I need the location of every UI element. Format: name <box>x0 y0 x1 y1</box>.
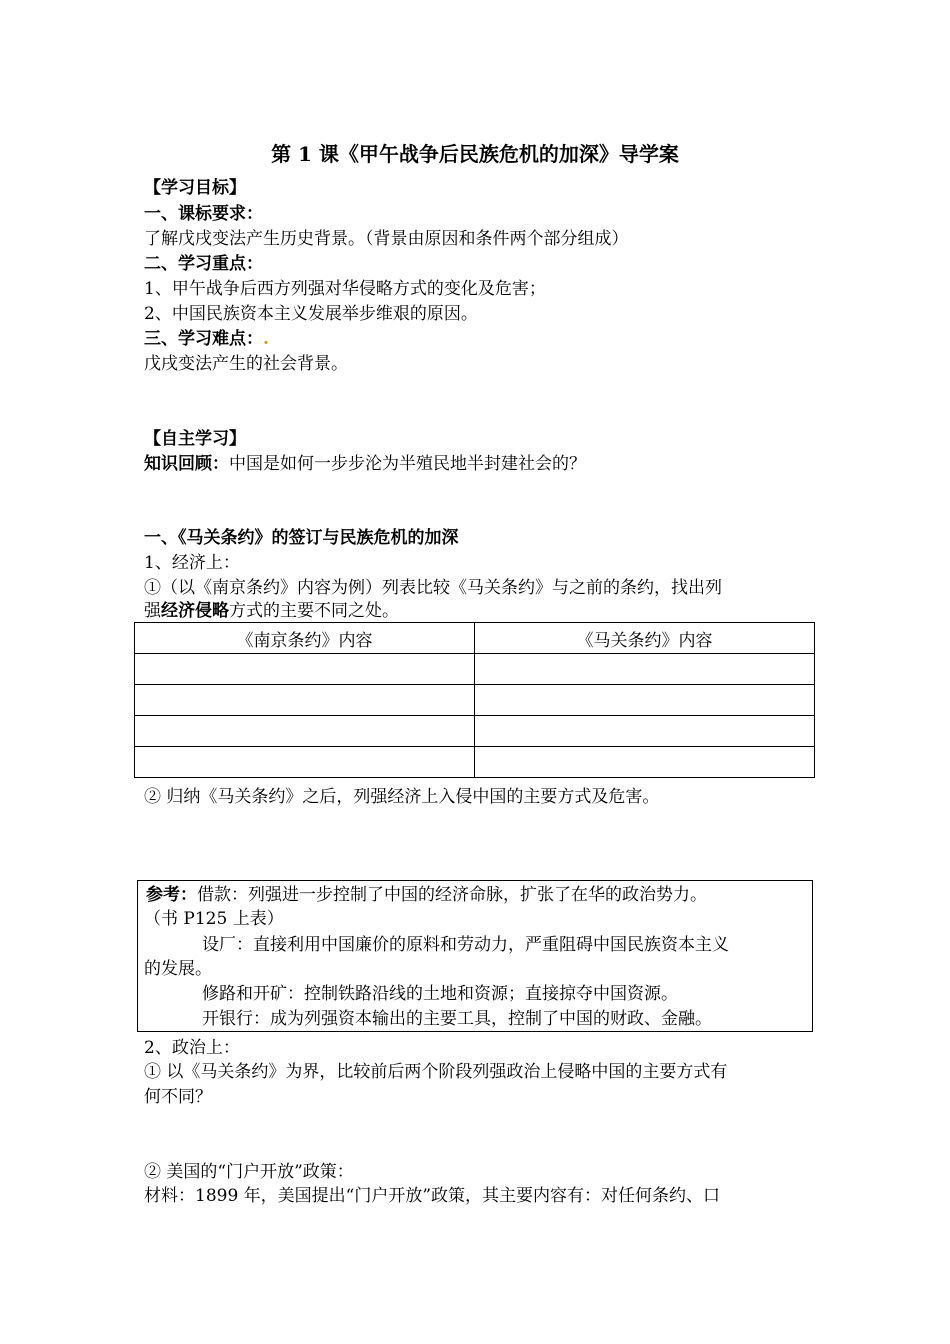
table-header-maguan: 《马关条约》内容 <box>475 623 815 654</box>
reference-loan: 借款：列强进一步控制了中国的经济命脉，扩张了在华的政治势力。 <box>197 885 707 905</box>
curriculum-requirement-heading: 一、课标要求： <box>144 204 263 224</box>
question-compare-pre: 强 <box>144 601 161 621</box>
table-row <box>135 747 815 778</box>
section-1-heading: 一、《马关条约》的签订与民族危机的加深 <box>144 528 459 548</box>
question-compare-line-1: ①（以《南京条约》内容为例）列表比较《马关条约》与之前的条约，找出列 <box>144 578 722 598</box>
question-compare-post: 方式的主要不同之处。 <box>229 601 399 621</box>
table-header-nanjing: 《南京条约》内容 <box>135 623 475 654</box>
table-cell[interactable] <box>135 685 475 716</box>
table-row <box>135 654 815 685</box>
difficulty-heading: 三、学习难点： <box>144 329 263 349</box>
reference-line-2: （书 P125 上表） <box>144 909 284 929</box>
table-row <box>135 685 815 716</box>
political-heading: 2、政治上： <box>144 1038 240 1058</box>
reference-label: 参考： <box>146 885 197 905</box>
key-point-1: 1、甲午战争后西方列强对华侵略方式的变化及危害； <box>144 279 546 299</box>
reference-line-6: 开银行：成为列强资本输出的主要工具，控制了中国的财政、金融。 <box>202 1009 712 1029</box>
question-compare-line-2 <box>144 599 399 623</box>
knowledge-review-label: 知识回顾： <box>144 454 229 474</box>
table-cell[interactable] <box>475 716 815 747</box>
question-summarize: ② 归纳《马关条约》之后，列强经济上入侵中国的主要方式及危害。 <box>144 787 660 807</box>
curriculum-requirement-text: 了解戊戌变法产生历史背景。（背景由原因和条件两个部分组成） <box>144 229 629 249</box>
key-point-2: 2、中国民族资本主义发展举步维艰的原因。 <box>144 304 478 324</box>
open-door-heading: ② 美国的“门户开放”政策： <box>144 1162 354 1182</box>
stray-dot-mark: . <box>263 329 269 349</box>
knowledge-review-text: 中国是如何一步步沦为半殖民地半封建社会的？ <box>229 454 586 474</box>
table-cell[interactable] <box>135 654 475 685</box>
difficulty-text: 戊戌变法产生的社会背景。 <box>144 354 348 374</box>
reference-line-4: 的发展。 <box>144 959 212 979</box>
comparison-table <box>134 622 815 778</box>
objectives-header: 【学习目标】 <box>144 178 246 198</box>
open-door-material: 材料：1899 年，美国提出“门户开放”政策，其主要内容有：对任何条约、口 <box>144 1186 721 1206</box>
reference-line-1 <box>146 883 707 907</box>
table-cell[interactable] <box>475 747 815 778</box>
table-cell[interactable] <box>135 747 475 778</box>
difficulty-heading-line <box>144 327 269 351</box>
reference-line-5: 修路和开矿：控制铁路沿线的土地和资源；直接掠夺中国资源。 <box>202 984 678 1004</box>
political-question-line-2: 何不同？ <box>144 1087 212 1107</box>
table-row <box>135 716 815 747</box>
question-compare-emphasis: 经济侵略 <box>161 601 229 621</box>
self-study-header: 【自主学习】 <box>144 429 246 449</box>
table-cell[interactable] <box>135 716 475 747</box>
document-title: 第 1 课《甲午战争后民族危机的加深》导学案 <box>271 142 679 166</box>
knowledge-review-line <box>144 452 586 476</box>
economic-heading: 1、经济上： <box>144 553 240 573</box>
table-cell[interactable] <box>475 685 815 716</box>
key-points-heading: 二、学习重点： <box>144 254 263 274</box>
reference-line-3: 设厂：直接利用中国廉价的原料和劳动力，严重阻碍中国民族资本主义 <box>202 935 729 955</box>
table-cell[interactable] <box>475 654 815 685</box>
table-header-row <box>135 623 815 654</box>
political-question-line-1: ① 以《马关条约》为界，比较前后两个阶段列强政治上侵略中国的主要方式有 <box>144 1062 728 1082</box>
reference-box <box>137 880 813 1032</box>
